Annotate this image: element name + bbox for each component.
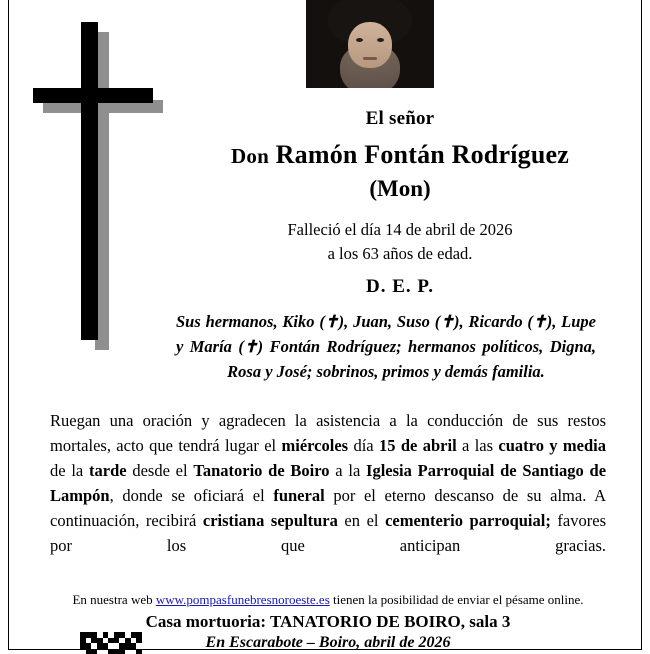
body-part-9: en el [337, 511, 386, 531]
body-part-6: a la [329, 461, 367, 481]
qr-grid [80, 632, 142, 654]
place-date-line: En Escarabote – Boiro, abril de 2026 [205, 634, 451, 651]
body-part-1: Ruegan una oración y agradecen la asistencia a la conducción de sus restos mortales, acto que tendrá lugar el [50, 411, 606, 456]
honorific-label: El señor [365, 108, 435, 129]
dep-label: D. E. P. [365, 275, 434, 297]
body-part-2: día [348, 436, 379, 456]
body-bold-weekday: miércoles [281, 436, 349, 456]
cross-icon [33, 22, 161, 352]
deceased-portrait [306, 0, 434, 88]
body-bold-burial: cristiana sepultura [202, 511, 338, 531]
portrait-image [306, 0, 434, 88]
body-bold-tanatorio: Tanatorio de Boiro [193, 461, 330, 481]
body-part-7: , donde se oficiará el [109, 486, 274, 506]
deceased-header [180, 108, 620, 298]
body-part-5: desde el [126, 461, 194, 481]
portrait-face [348, 22, 392, 68]
deceased-name [180, 140, 620, 170]
body-bold-time: cuatro y media [498, 436, 607, 456]
web-suffix: tienen la posibilidad de enviar el pésame online. [329, 592, 584, 607]
death-info [180, 218, 620, 266]
portrait-eye-right [377, 38, 384, 42]
body-part-3: a las [456, 436, 499, 456]
name-prefix: Don [231, 144, 269, 168]
body-bold-daypart: tarde [89, 461, 127, 481]
qr-code-icon [80, 632, 142, 654]
cross-horizontal-bar [33, 88, 153, 103]
death-date-line: Falleció el día 14 de abril de 2026 [287, 220, 513, 239]
death-age-line: a los 63 años de edad. [327, 243, 473, 263]
web-prefix: En nuestra web [72, 592, 156, 607]
family-list: Sus hermanos, Kiko (✝), Juan, Suso (✝), Ricardo (✝), Lupe y María (✝) Fontán Rodríguez; hermanos políticos, Digna, Rosa y José; sobrinos, primos y demás familia. [176, 312, 596, 381]
portrait-eye-left [356, 38, 363, 42]
service-details-paragraph [50, 408, 606, 558]
body-bold-cemetery: cementerio parroquial; [385, 511, 551, 531]
body-part-10: favores por los que anticipan gracias. [50, 511, 606, 556]
mortuary-house-line: Casa mortuoria: TANATORIO DE BOIRO, sala 3 [145, 612, 511, 631]
body-part-8: por el eterno descanso de su alma. A continuación, recibirá [50, 486, 606, 531]
body-bold-funeral: funeral [273, 486, 325, 506]
body-bold-church: Iglesia Parroquial de Santiago de Lampón [50, 461, 607, 506]
website-condolences-line [50, 592, 606, 608]
portrait-mouth [363, 57, 377, 60]
body-part-4: de la [50, 461, 89, 481]
deceased-nickname: (Mon) [369, 176, 431, 201]
website-link[interactable]: www.pompasfunebresnoroeste.es [155, 592, 330, 607]
name-value: Ramón Fontán Rodríguez [275, 140, 569, 169]
cross-vertical-bar [81, 22, 98, 340]
body-bold-date: 15 de abril [379, 436, 457, 456]
